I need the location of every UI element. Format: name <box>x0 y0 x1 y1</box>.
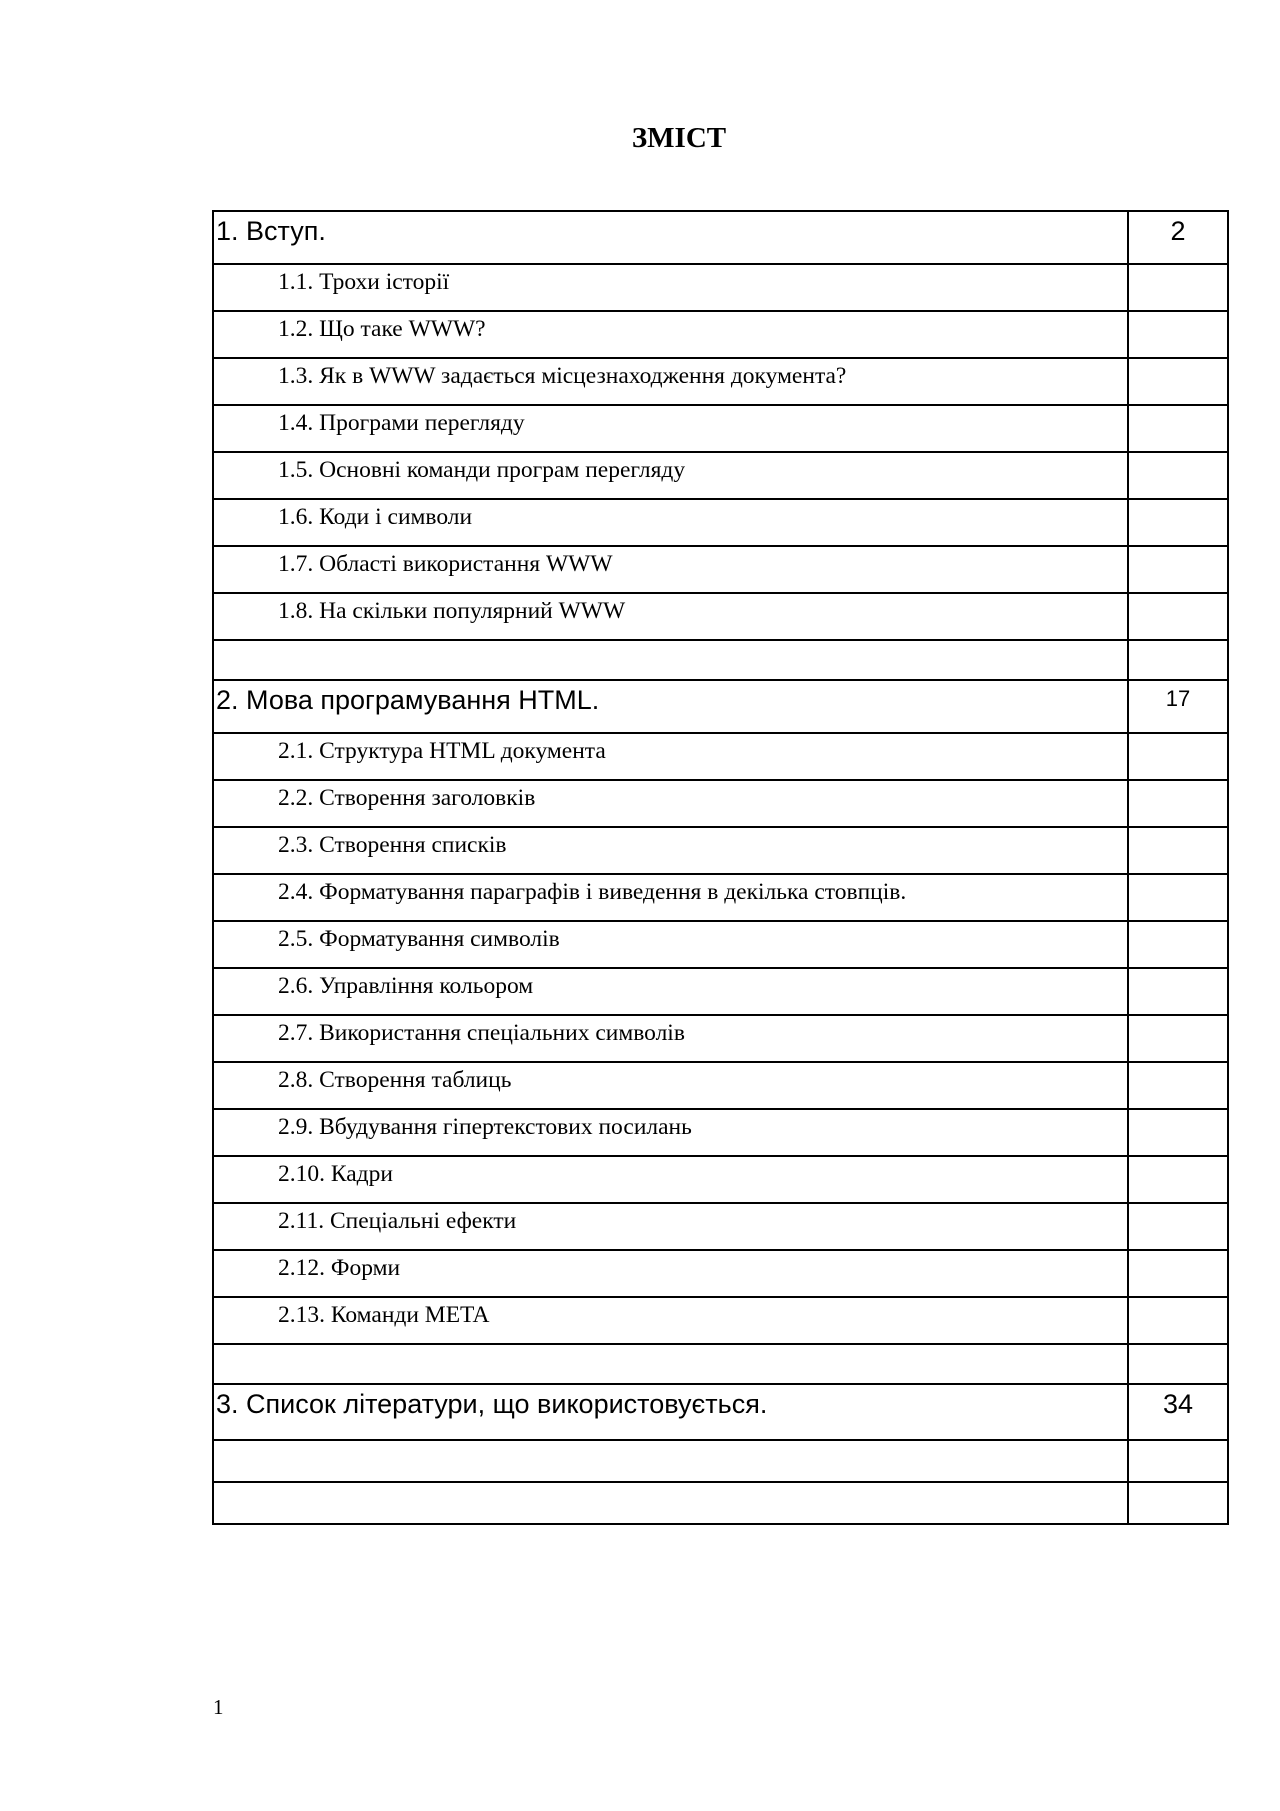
toc-item-title: 1.3. Як в WWW задається місцезнаходження документа? <box>213 358 1128 405</box>
toc-item-title: 2.1. Структура HTML документа <box>213 733 1128 780</box>
toc-item-title: 2.11. Спеціальні ефекти <box>213 1203 1128 1250</box>
toc-item-page <box>1128 874 1228 921</box>
toc-empty-cell <box>213 1344 1128 1384</box>
toc-item-page <box>1128 1015 1228 1062</box>
toc-item-title: 1.7. Області використання WWW <box>213 546 1128 593</box>
toc-item-title: 2.10. Кадри <box>213 1156 1128 1203</box>
toc-item-row <box>213 780 1228 827</box>
toc-item-page <box>1128 733 1228 780</box>
toc-empty-cell <box>1128 1482 1228 1524</box>
toc-item-title: 1.2. Що таке WWW? <box>213 311 1128 358</box>
toc-item-row <box>213 733 1228 780</box>
toc-item-page <box>1128 311 1228 358</box>
toc-item-page <box>1128 1203 1228 1250</box>
toc-item-page <box>1128 264 1228 311</box>
toc-item-row <box>213 874 1228 921</box>
page-title: ЗМІСТ <box>631 122 727 154</box>
table-of-contents <box>212 210 1229 1525</box>
toc-item-row <box>213 499 1228 546</box>
toc-item-row <box>213 1250 1228 1297</box>
toc-item-page <box>1128 780 1228 827</box>
toc-item-row <box>213 1297 1228 1344</box>
toc-item-row <box>213 968 1228 1015</box>
toc-section-row <box>213 211 1228 264</box>
toc-empty-cell <box>213 1440 1128 1482</box>
toc-empty-cell <box>213 1482 1128 1524</box>
toc-item-title: 1.5. Основні команди програм перегляду <box>213 452 1128 499</box>
toc-item-title: 2.3. Створення списків <box>213 827 1128 874</box>
toc-item-row <box>213 311 1228 358</box>
toc-item-row <box>213 264 1228 311</box>
toc-item-page <box>1128 546 1228 593</box>
toc-item-title: 2.13. Команди META <box>213 1297 1128 1344</box>
toc-item-page <box>1128 452 1228 499</box>
toc-empty-cell <box>213 640 1128 680</box>
toc-item-page <box>1128 1109 1228 1156</box>
toc-item-title: 2.9. Вбудування гіпертекстових посилань <box>213 1109 1128 1156</box>
toc-item-page <box>1128 827 1228 874</box>
toc-item-page <box>1128 593 1228 640</box>
toc-section-page: 17 <box>1128 680 1228 733</box>
toc-item-page <box>1128 405 1228 452</box>
toc-item-page <box>1128 968 1228 1015</box>
toc-item-page <box>1128 1156 1228 1203</box>
toc-section-row <box>213 680 1228 733</box>
toc-item-page <box>1128 1250 1228 1297</box>
toc-section-title: 3. Список літератури, що використовується. <box>213 1384 1128 1440</box>
toc-item-row <box>213 1015 1228 1062</box>
toc-item-title: 2.12. Форми <box>213 1250 1128 1297</box>
toc-item-title: 2.5. Форматування символів <box>213 921 1128 968</box>
toc-item-title: 2.2. Створення заголовків <box>213 780 1128 827</box>
toc-section-page: 2 <box>1128 211 1228 264</box>
toc-item-row <box>213 546 1228 593</box>
toc-item-row <box>213 358 1228 405</box>
toc-section-row <box>213 1384 1228 1440</box>
toc-item-title: 2.7. Використання спеціальних символів <box>213 1015 1128 1062</box>
toc-item-title: 2.4. Форматування параграфів і виведення в декілька стовпців. <box>213 874 1128 921</box>
toc-item-row <box>213 827 1228 874</box>
toc-empty-row <box>213 1440 1228 1482</box>
toc-section-page: 34 <box>1128 1384 1228 1440</box>
toc-item-title: 1.4. Програми перегляду <box>213 405 1128 452</box>
toc-item-title: 1.8. На скільки популярний WWW <box>213 593 1128 640</box>
toc-empty-cell <box>1128 640 1228 680</box>
toc-item-row <box>213 593 1228 640</box>
page-number: 1 <box>213 1695 224 1719</box>
toc-item-row <box>213 452 1228 499</box>
toc-empty-row <box>213 640 1228 680</box>
toc-item-title: 1.1. Трохи історії <box>213 264 1128 311</box>
toc-item-row <box>213 1062 1228 1109</box>
toc-item-page <box>1128 1297 1228 1344</box>
toc-item-row <box>213 1109 1228 1156</box>
toc-item-row <box>213 1203 1228 1250</box>
toc-empty-cell <box>1128 1344 1228 1384</box>
toc-item-page <box>1128 1062 1228 1109</box>
toc-item-title: 1.6. Коди і символи <box>213 499 1128 546</box>
toc-item-title: 2.8. Створення таблиць <box>213 1062 1128 1109</box>
toc-item-page <box>1128 499 1228 546</box>
toc-section-title: 2. Мова програмування HTML. <box>213 680 1128 733</box>
toc-empty-cell <box>1128 1440 1228 1482</box>
toc-item-page <box>1128 358 1228 405</box>
toc-item-row <box>213 405 1228 452</box>
toc-section-title: 1. Вступ. <box>213 211 1128 264</box>
toc-empty-row <box>213 1482 1228 1524</box>
toc-item-title: 2.6. Управління кольором <box>213 968 1128 1015</box>
toc-item-row <box>213 1156 1228 1203</box>
toc-item-row <box>213 921 1228 968</box>
toc-item-page <box>1128 921 1228 968</box>
toc-empty-row <box>213 1344 1228 1384</box>
